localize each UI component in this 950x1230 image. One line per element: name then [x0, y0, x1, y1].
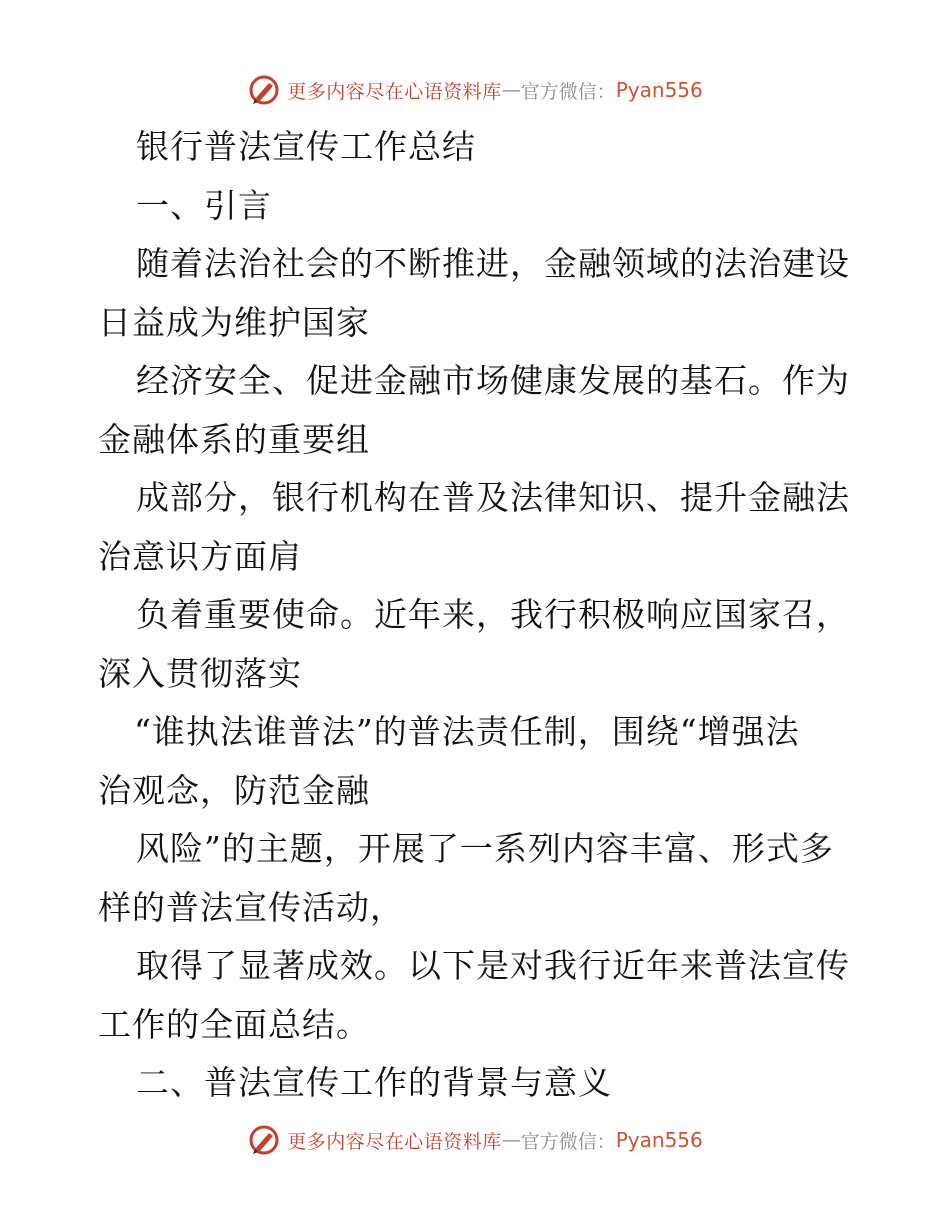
banner-separator: — [501, 79, 521, 101]
text-line: 治观念，防范金融 [98, 770, 370, 810]
pen-logo-icon [247, 73, 281, 107]
text-line: 工作的全面总结。 [98, 1004, 370, 1044]
banner-wechat-id: Pyan556 [615, 78, 703, 102]
text-line: 经济安全、促进金融市场健康发展的基石。作为 [136, 361, 850, 400]
text-line: 负着重要使命。近年来，我行积极响应国家召， [136, 595, 850, 634]
text-line: 成部分，银行机构在普及法律知识、提升金融法 [136, 478, 850, 517]
text-line: 金融体系的重要组 [98, 419, 370, 459]
text-line: “谁执法谁普法”的普法责任制，围绕“增强法 [134, 712, 800, 751]
pen-logo-icon [247, 1123, 281, 1157]
banner-wechat-label: 官方微信： [520, 1130, 616, 1153]
document-title: 银行普法宣传工作总结 [136, 127, 476, 166]
banner-wechat-id: Pyan556 [615, 1128, 703, 1152]
banner-text: 更多内容尽在心语资料库 [287, 1130, 502, 1153]
text-line: 取得了显著成效。以下是对我行近年来普法宣传 [136, 946, 850, 985]
banner-text: 更多内容尽在心语资料库 [287, 80, 502, 103]
banner-wechat-label: 官方微信： [520, 80, 616, 103]
text-line: 随着法治社会的不断推进，金融领域的法治建设 [136, 244, 850, 283]
document-body [98, 118, 858, 1113]
section-heading: 一、引言 [136, 185, 272, 225]
text-line: 深入贯彻落实 [98, 653, 302, 693]
footer-banner [0, 1118, 950, 1162]
text-line: 治意识方面肩 [98, 536, 302, 576]
text-line: 样的普法宣传活动， [98, 887, 404, 927]
section-heading: 二、普法宣传工作的背景与意义 [136, 1063, 612, 1102]
text-line: 风险”的主题，开展了一系列内容丰富、形式多 [136, 829, 834, 868]
text-line: 日益成为维护国家 [98, 302, 370, 342]
banner-separator: — [501, 1129, 521, 1151]
header-banner [0, 68, 950, 112]
